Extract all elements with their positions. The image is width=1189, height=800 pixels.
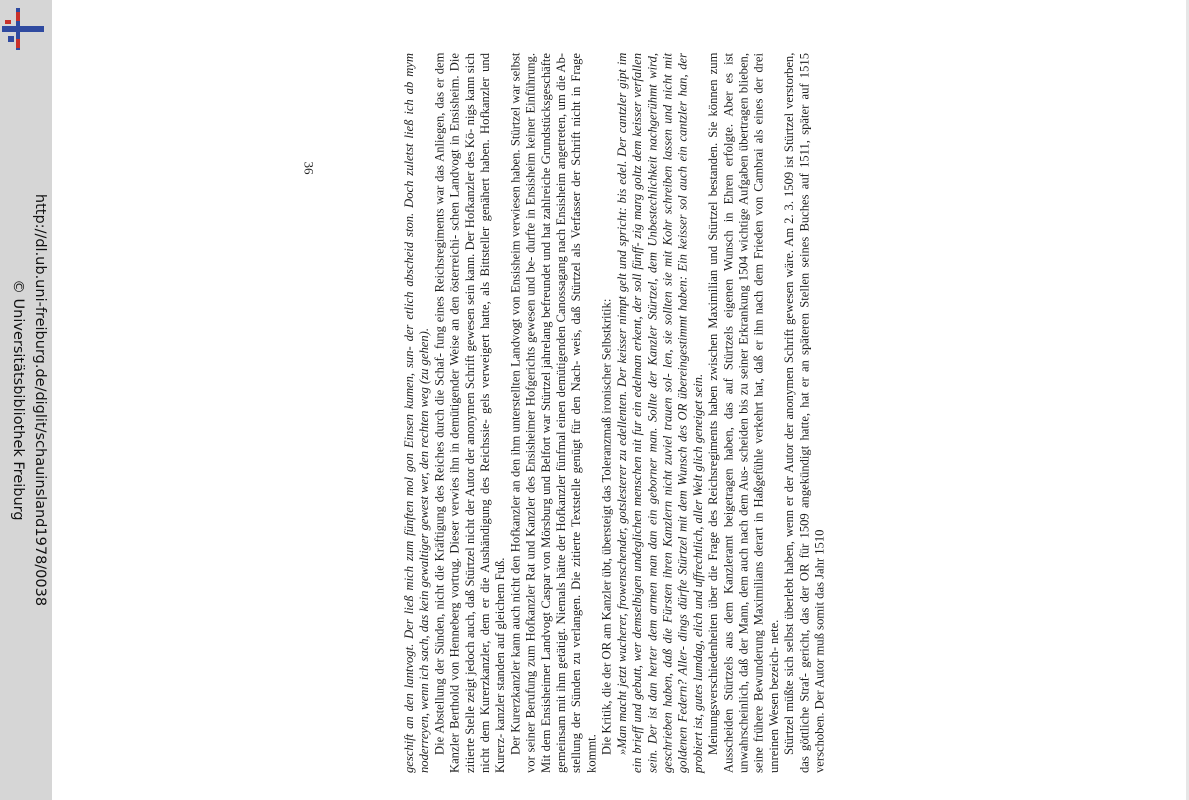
- page-text-block: [402, 53, 922, 773]
- copyright-notice: © Universitätsbibliothek Freiburg: [10, 279, 26, 521]
- source-url[interactable]: http://dl.ub.uni-freiburg.de/diglit/schauinsland1978/0038: [32, 193, 48, 607]
- sidebar: [0, 0, 52, 800]
- page-number: 36: [301, 161, 317, 175]
- document-page: [52, 0, 1189, 800]
- sidebar-caption: [1, 0, 51, 800]
- paragraph: »Man macht jetzt wucherer, frowenschender, gotslesterer zu edellenten. Der keisser nimpt gelt und spricht: bis edel. Der cantzler gipt im ein brieff und gebutt, wer demselbigen undeglichen menschen nit fur ein edelman erkent, der soll fünff- zig marg goltz dem keisser verfallen sein. Der ist dan herter dem armen man dan ein geborner man. Sollte der Kanzler Stürtzel, dem Unbestechlichkeit nachgerühmt wird, geschrieben haben, daß die Fürsten ihren Kanzlern nicht zuviel trauen sol- len, sie sollten sie mit Kohr schreiben lassen und nicht mit goldenen Federn? Aller- dings dürfte Stürtzel mit dem Wunsch des OR übereingestimmt haben: Ein keisser sol auch ein cantzler han, der probiert ist, gutes lumdag, elich und uffrechtlich, aller Welt glich geneiget sein.: [614, 53, 705, 773]
- paragraph: Die Abstellung der Sünden, nicht die Kräftigung des Reiches durch die Schaf- fung eines Reichsregiments war das Anliegen, das er dem Kanzler Berthold von Henneberg vortrug. Dieser verwies ihn in demütigender Weise an den österreichi- schen Landvogt in Ensisheim. Die zitierte Stelle zeigt jedoch auch, daß Stürtzel nicht der Autor der anonymen Schrift gewesen sein kann. Der Hofkanzler des Kö- nigs kann sich nicht dem Kurerzkanzler, dem er die Aushändigung des Reichssie- gels verweigert hatte, als Bittsteller genähert haben. Hofkanzler und Kurerz- kanzler standen auf gleichem Fuß.: [432, 53, 508, 773]
- paragraph: Stürtzel müßte sich selbst überlebt haben, wenn er der Autor der anonymen Schrift gewesen wäre. Am 2. 3. 1509 ist Stürtzel verstorben, das göttliche Straf- gericht, das der OR für 1509 angekündigt hatte, hat er an späteren Stellen seines Buches auf 1511, später auf 1515 verschoben. Der Autor muß somit das Jahr 1510: [782, 53, 827, 773]
- paragraph: Die Kritik, die der OR am Kanzler übt, übersteigt das Toleranzmaß ironischer Selbstkritik:: [599, 299, 614, 756]
- paragraph: Der Kurerzkanzler kann auch nicht den Hofkanzler an den ihm unterstellten Landvogt von Ensisheim verwiesen haben. Stürtzel war selbst vor seiner Berufung zum Hofkanzler Rat und Kanzler des Ensisheimer Hofgerichts gewesen und be- durfte in Ensisheim keiner Einführung. Mit dem Ensisheimer Landvogt Caspar von Mörsburg und Belfort war Stürtzel jahrelang befreundet und hat zahlreiche Grundstücksgeschäfte gemeinsam mit ihm getätigt. Niemals hätte der Hofkanzler fünfmal einen demütigenden Canossagang nach Ensisheim angetreten, um die Ab- stellung der Sünden zu verlangen. Die zitierte Textstelle genügt für den Nach- weis, daß Stürtzel als Verfasser der Schrift nicht in Frage kommt.: [508, 53, 599, 773]
- paragraph: Meinungsverschiedenheiten über die Frage des Reichsregiments haben zwischen Maximilian und Stürtzel bestanden. Sie können zum Ausscheiden Stürtzels aus dem Kanzleramt beigetragen haben, das auf Stürtzels eigenen Wunsch in Ehren erfolgte. Aber es ist unwahrscheinlich, daß der Mann, dem auch nach dem Aus- scheiden bis zu seiner Erkrankung 1504 wichtige Aufgaben übertragen blieben, seine frühere Bewunderung Maximilians derart in Haßgefühle verkehrt hat, daß er ihn nach dem Frieden von Cambrai als eines der drei unreinen Wesen bezeich- nete.: [706, 53, 781, 773]
- paragraph: geschift an den lantvogt. Der ließ mich zum fünften mol gon Einsen kumen, sun- der etlich abscheid ston. Doch zuletst ließ ich ab mym noderreyen, wenn ich sach, das kein gewaltiger gewest wer, den rechten weg (zu gehen).: [402, 53, 432, 773]
